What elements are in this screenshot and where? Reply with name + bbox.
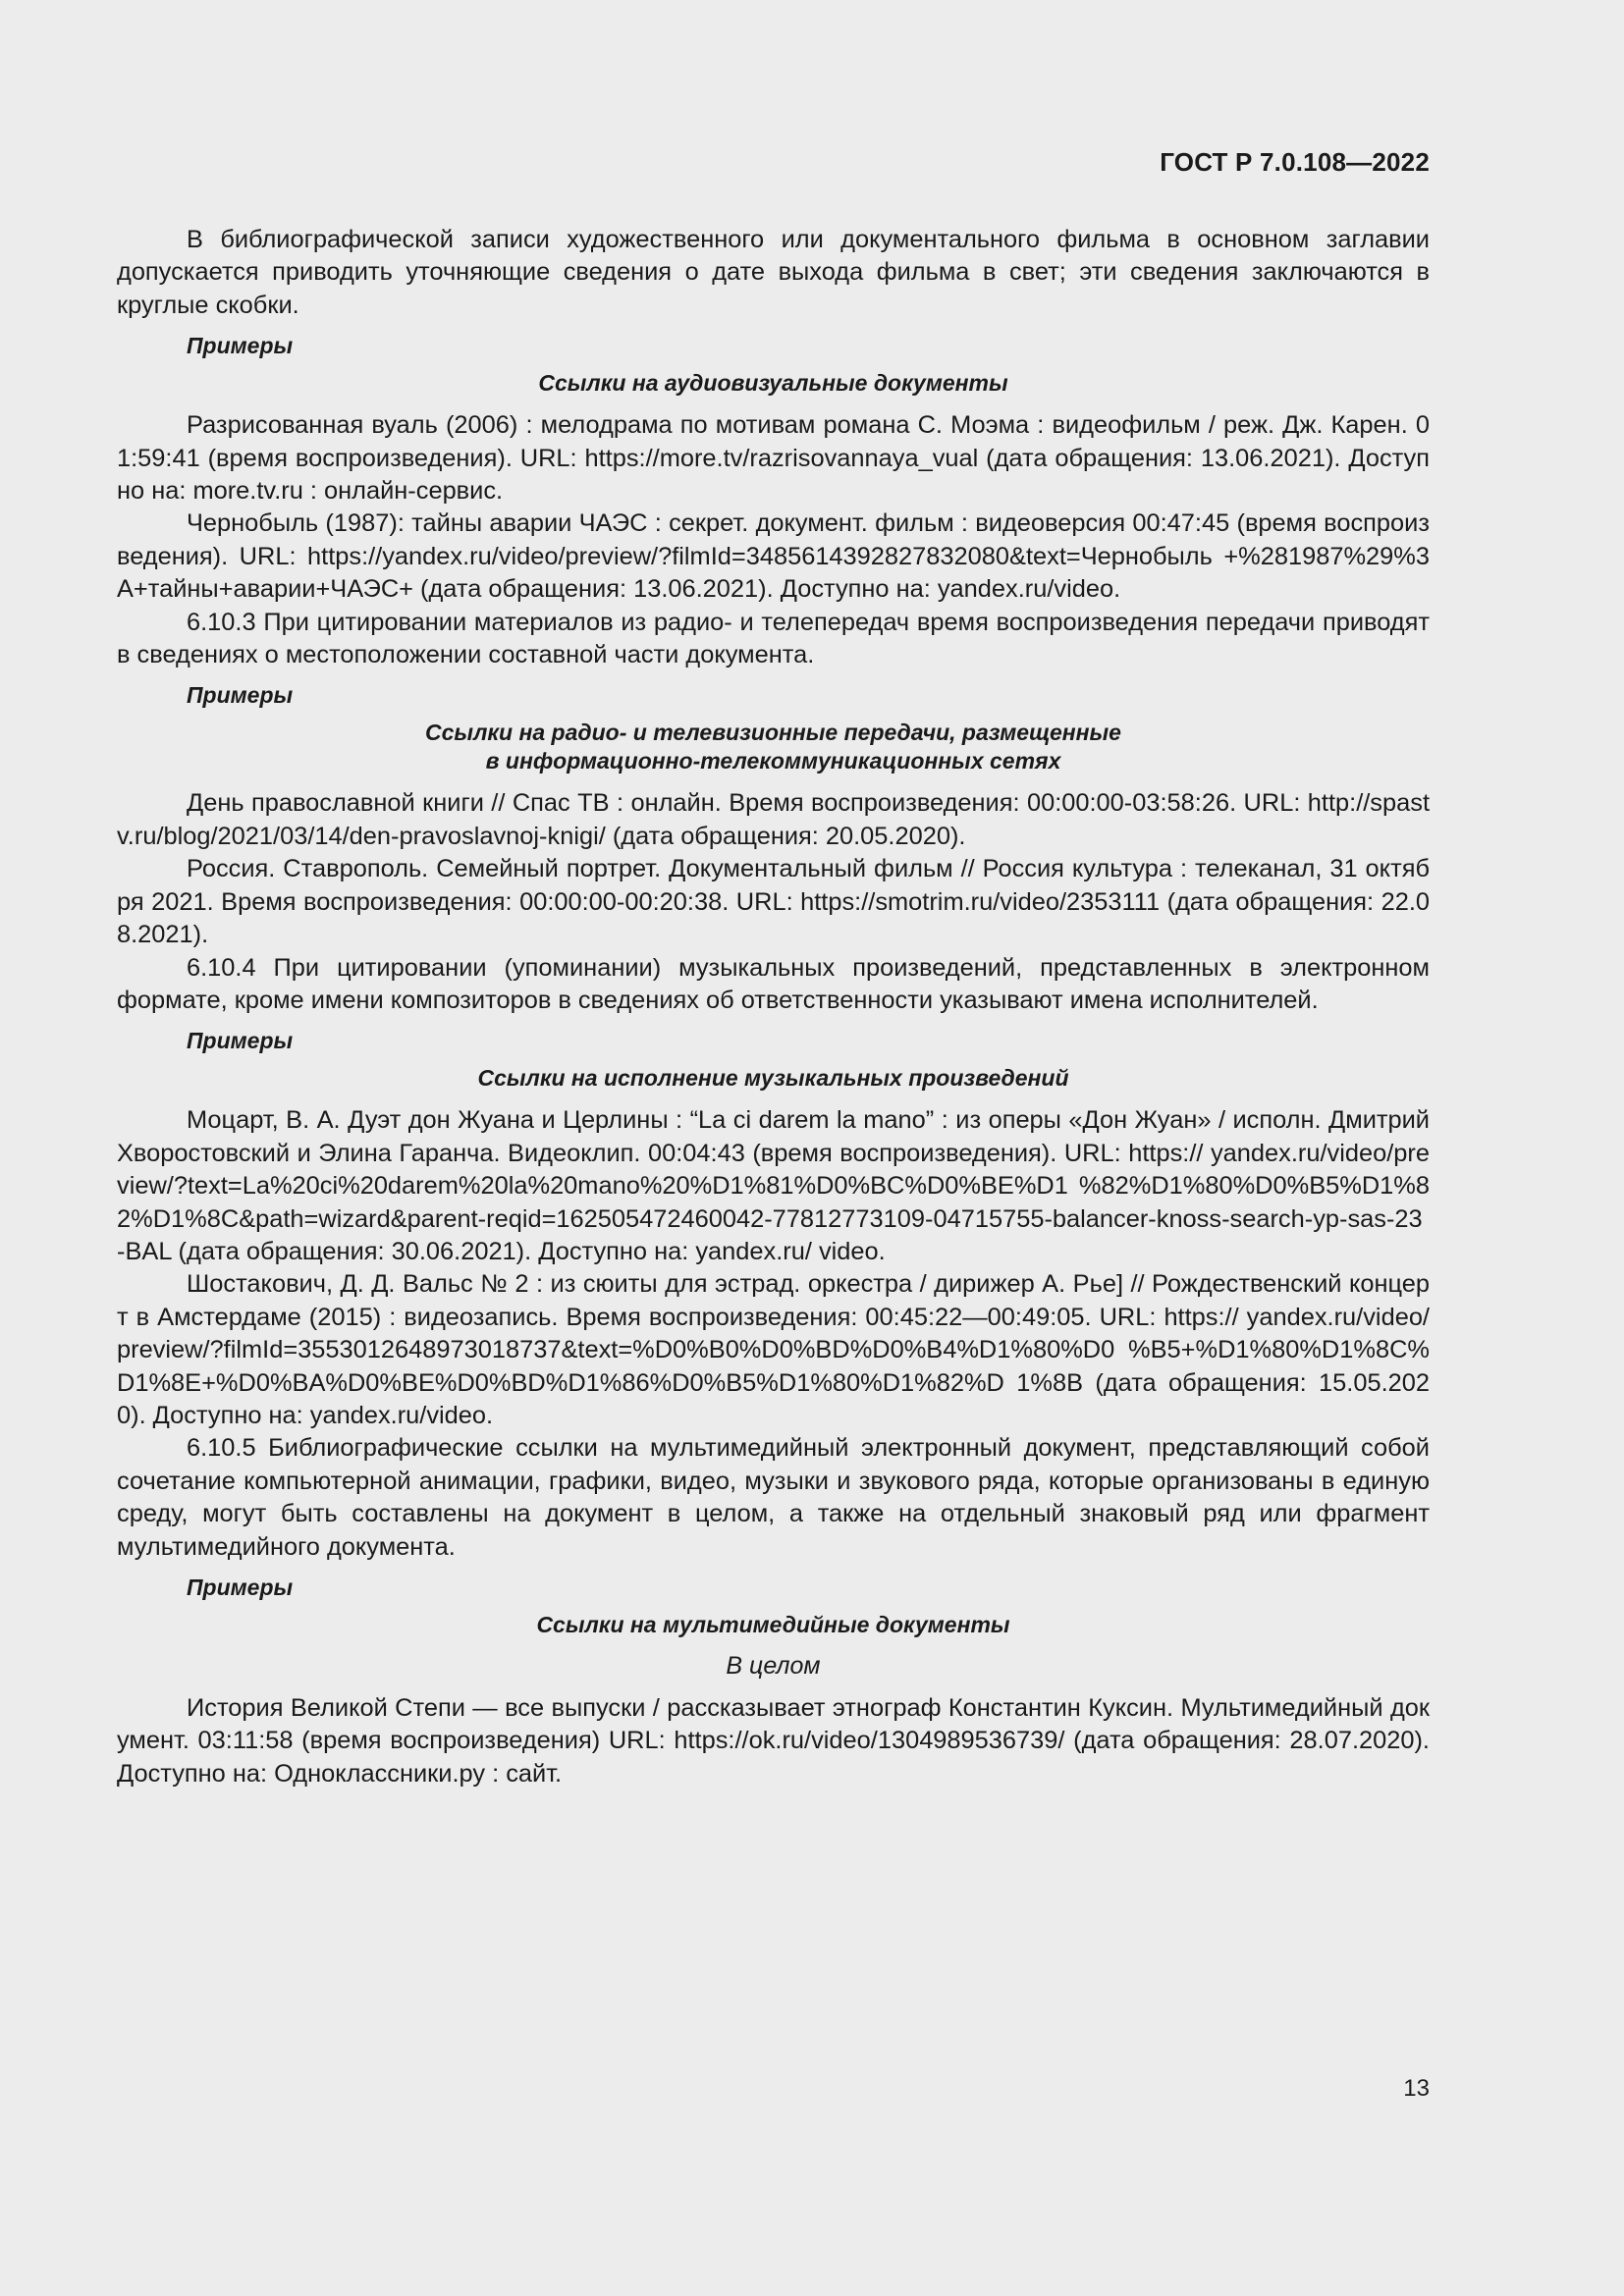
standard-header: ГОСТ Р 7.0.108—2022 bbox=[1160, 147, 1430, 177]
intro-paragraph: В библиографической записи художественного или документального фильма в основном заглавии допускается приводить уточняющие сведения о дате выхода фильма в свет; эти сведения заключаются в круглые скобки. bbox=[117, 226, 1430, 319]
caption-audiovisual: Ссылки на аудиовизуальные документы bbox=[538, 370, 1008, 397]
paragraph-6-10-3: 6.10.3 При цитировании материалов из радио- и телепередач время воспроизведения передачи приводят в сведениях о местоположении составной части документа. bbox=[117, 608, 1430, 669]
caption-radio-tv-line1: Ссылки на радио- и телевизионные передачи, размещенные bbox=[425, 720, 1121, 746]
reference-chernobyl: Чернобыль (1987): тайны аварии ЧАЭС : секрет. документ. фильм : видеоверсия 00:47:45 (время воспроизведения). URL: https://yandex.ru/video/preview/?filmId=3485614392827832080&text=Чернобыль +%281987%29%3A+тайны+аварии+ЧАЭС+ (дата обращения: 13.06.2021). Доступно на: yandex.ru/video. bbox=[117, 509, 1430, 604]
paragraph-6-10-4: 6.10.4 При цитировании (упоминании) музыкальных произведений, представленных в электронном формате, кроме имени композиторов в сведениях об ответственности указывают имена исполнителей. bbox=[117, 953, 1430, 1014]
reference-spas: День православной книги // Спас ТВ : онлайн. Время воспроизведения: 00:00:00-03:58:26. URL: http://spastv.ru/blog/2021/03/14/den-pravoslavnoj-knigi/ (дата обращения: 20.05.2020). bbox=[117, 789, 1430, 850]
caption-music: Ссылки на исполнение музыкальных произведений bbox=[477, 1065, 1069, 1092]
examples-label: Примеры bbox=[187, 1575, 294, 1600]
page-number: 13 bbox=[1403, 2075, 1430, 2102]
caption-radio-tv-line2: в информационно-телекоммуникационных сетях bbox=[485, 748, 1061, 774]
caption-whole: В целом bbox=[726, 1652, 821, 1680]
reference-stavropol: Россия. Ставрополь. Семейный портрет. Документальный фильм // Россия культура : телеканал, 31 октября 2021. Время воспроизведения: 00:00:00-00:20:38. URL: https://smotrim.ru/video/2353111 (дата обращения: 22.08.2021). bbox=[117, 855, 1430, 949]
paragraph-6-10-5: 6.10.5 Библиографические ссылки на мультимедийный электронный документ, представляющий собой сочетание компьютерной анимации, графики, видео, музыки и звукового ряда, которые организованы в единую среду, могут быть составлены на документ в целом, а также на отдельный знаковый ряд или фрагмент мультимедийного документа. bbox=[117, 1434, 1430, 1561]
examples-label: Примеры bbox=[187, 1028, 294, 1054]
caption-radio-tv bbox=[117, 719, 1430, 775]
page-content bbox=[117, 224, 1430, 1790]
reference-shostakovich: Шостакович, Д. Д. Вальс № 2 : из сюиты для эстрад. оркестра / дирижер А. Рье] // Рождественский концерт в Амстердаме (2015) : видеозапись. Время воспроизведения: 00:45:22—00:49:05. URL: https:// yandex.ru/video/preview/?filmId=3553012648973018737&text=%D0%B0%D0%BD%D0%B4%D1%80%D0 %B5+%D1%80%D1%8C%D1%8E+%D0%BA%D0%BE%D0%BD%D1%86%D0%B5%D1%80%D1%82%D 1%8B (дата обращения: 15.05.2020). Доступно на: yandex.ru/video. bbox=[117, 1270, 1430, 1429]
caption-multimedia: Ссылки на мультимедийные документы bbox=[536, 1612, 1010, 1637]
reference-steppe: История Великой Степи — все выпуски / рассказывает этнограф Константин Куксин. Мультимедийный документ. 03:11:58 (время воспроизведения) URL: https://ok.ru/video/1304989536739/ (дата обращения: 28.07.2020). Доступно на: Одноклассники.ру : сайт. bbox=[117, 1694, 1430, 1788]
reference-mozart: Моцарт, В. А. Дуэт дон Жуана и Церлины : “La ci darem la mano” : из оперы «Дон Жуан» / исполн. Дмитрий Хворостовский и Элина Гаранча. Видеоклип. 00:04:43 (время воспроизведения). URL: https:// yandex.ru/video/preview/?text=La%20ci%20darem%20la%20mano%20%D1%81%D0%BC%D0%BE%D1 %82%D1%80%D0%B5%D1%82%D1%8C&path=wizard&parent-reqid=162505472460042-77812773109-04715755-balancer-knoss-search-yp-sas-23-BAL (дата обращения: 30.06.2021). Доступно на: yandex.ru/ video. bbox=[117, 1106, 1430, 1265]
reference-veil: Разрисованная вуаль (2006) : мелодрама по мотивам романа С. Моэма : видеофильм / реж. Дж. Карен. 01:59:41 (время воспроизведения). URL: https://more.tv/razrisovannaya_vual (дата обращения: 13.06.2021). Доступно на: more.tv.ru : онлайн-сервис. bbox=[117, 411, 1430, 506]
examples-label: Примеры bbox=[187, 333, 294, 359]
examples-label: Примеры bbox=[187, 682, 294, 709]
